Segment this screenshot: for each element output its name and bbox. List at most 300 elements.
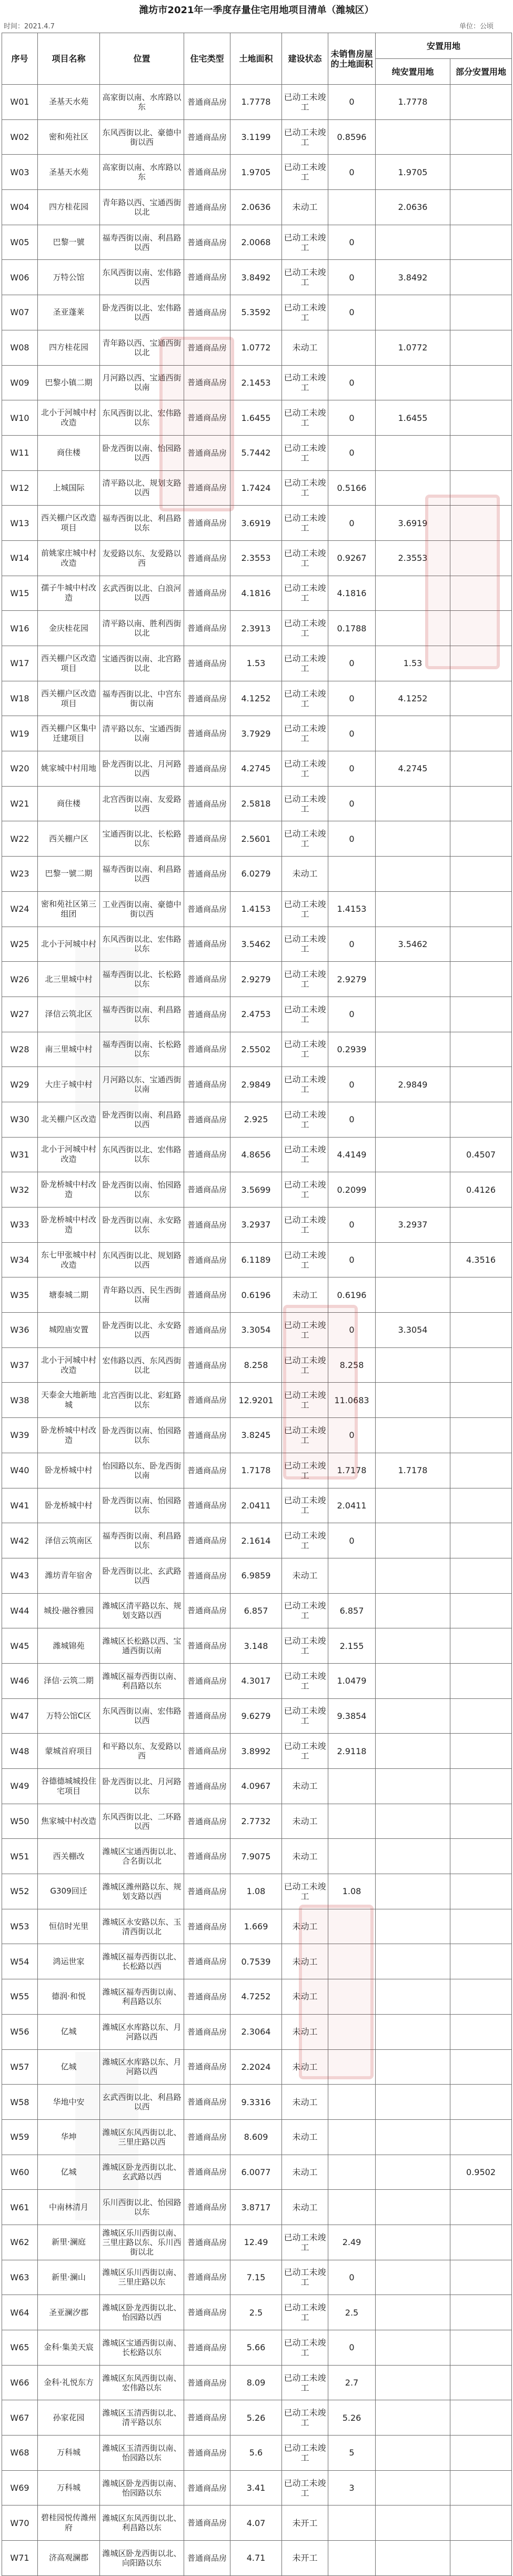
housing-type-cell: 普通商品房 bbox=[184, 1277, 230, 1313]
name-cell: 新里·澜庭 bbox=[38, 2225, 100, 2260]
pure-resettle-cell bbox=[376, 119, 450, 155]
name-cell: 万特公馆C区 bbox=[38, 1698, 100, 1734]
name-cell: 北关棚户区改造 bbox=[38, 1102, 100, 1137]
status-cell: 未动工 bbox=[282, 2049, 328, 2085]
name-cell: 金庆桂花园 bbox=[38, 611, 100, 646]
unsold-area-cell: 0.1788 bbox=[328, 611, 376, 646]
status-cell: 已动工未竣工 bbox=[282, 2330, 328, 2366]
name-cell: 潍城锦苑 bbox=[38, 1628, 100, 1664]
partial-resettle-cell bbox=[450, 1067, 512, 1102]
location-cell: 潍城区卧龙西街以北、向阳路以东 bbox=[100, 2541, 184, 2576]
name-cell: 圣亚蓬莱 bbox=[38, 295, 100, 330]
housing-type-cell: 普通商品房 bbox=[184, 2049, 230, 2085]
partial-resettle-cell bbox=[450, 681, 512, 716]
table-row bbox=[2, 1804, 512, 1839]
name-cell: 西关棚改 bbox=[38, 1839, 100, 1874]
seq-cell: W26 bbox=[2, 962, 38, 997]
status-cell: 已动工未竣工 bbox=[282, 1137, 328, 1172]
housing-type-cell: 普通商品房 bbox=[184, 1979, 230, 2015]
partial-resettle-cell bbox=[450, 2260, 512, 2295]
name-cell: 金科·集美天宸 bbox=[38, 2330, 100, 2366]
pure-resettle-cell bbox=[376, 2541, 450, 2576]
unsold-area-cell: 0 bbox=[328, 400, 376, 436]
table-row bbox=[2, 365, 512, 400]
housing-type-cell: 普通商品房 bbox=[184, 365, 230, 400]
location-cell: 北宫西街以北、彩虹路以东 bbox=[100, 1383, 184, 1418]
name-cell: 卧龙桥城中村改造 bbox=[38, 1172, 100, 1208]
seq-cell: W21 bbox=[2, 786, 38, 821]
housing-type-cell: 普通商品房 bbox=[184, 1418, 230, 1453]
location-cell: 青年路以西、宝通西街以北 bbox=[100, 190, 184, 225]
seq-cell: W63 bbox=[2, 2260, 38, 2295]
unsold-area-cell bbox=[328, 2190, 376, 2225]
table-row bbox=[2, 927, 512, 962]
status-cell: 未动工 bbox=[282, 2119, 328, 2155]
location-cell: 潍城区乐川西街以南、三里庄路以东 bbox=[100, 2260, 184, 2295]
table-row bbox=[2, 681, 512, 716]
pure-resettle-cell bbox=[376, 997, 450, 1032]
status-cell: 已动工未竣工 bbox=[282, 2225, 328, 2260]
housing-type-cell: 普通商品房 bbox=[184, 85, 230, 120]
status-cell: 已动工未竣工 bbox=[282, 927, 328, 962]
status-cell: 已动工未竣工 bbox=[282, 821, 328, 857]
name-cell: 谷德德城城投住宅项目 bbox=[38, 1769, 100, 1804]
location-cell: 玄武西街以北、白浪河以西 bbox=[100, 576, 184, 611]
table-row bbox=[2, 1383, 512, 1418]
name-cell: 万科城 bbox=[38, 2436, 100, 2471]
seq-cell: W08 bbox=[2, 330, 38, 365]
housing-type-cell: 普通商品房 bbox=[184, 2190, 230, 2225]
partial-resettle-cell bbox=[450, 1628, 512, 1664]
partial-resettle-cell bbox=[450, 1698, 512, 1734]
pure-resettle-cell bbox=[376, 2260, 450, 2295]
table-row bbox=[2, 1488, 512, 1523]
area-cell: 4.7252 bbox=[230, 1979, 282, 2015]
unsold-area-cell: 0 bbox=[328, 365, 376, 400]
name-cell: 西关棚户区集中迁建项目 bbox=[38, 716, 100, 751]
seq-cell: W57 bbox=[2, 2049, 38, 2085]
location-cell: 潍城区水库路以东、月河路以西 bbox=[100, 2049, 184, 2085]
area-cell: 2.1614 bbox=[230, 1523, 282, 1558]
housing-type-cell: 普通商品房 bbox=[184, 2260, 230, 2295]
pure-resettle-cell bbox=[376, 1488, 450, 1523]
location-cell: 潍城区宝通西街以北、合名街以北 bbox=[100, 1839, 184, 1874]
pure-resettle-cell bbox=[376, 1874, 450, 1909]
name-cell: 西关棚户区 bbox=[38, 821, 100, 857]
location-cell: 卧龙西街以北、玄武路以西 bbox=[100, 1558, 184, 1593]
table-row bbox=[2, 506, 512, 541]
document-page bbox=[2, 0, 511, 2576]
pure-resettle-cell bbox=[376, 1383, 450, 1418]
table-row bbox=[2, 1137, 512, 1172]
seq-cell: W47 bbox=[2, 1698, 38, 1734]
pure-resettle-cell: 1.6455 bbox=[376, 400, 450, 436]
housing-type-cell: 普通商品房 bbox=[184, 540, 230, 576]
area-cell: 5.7442 bbox=[230, 435, 282, 470]
unsold-area-cell: 0 bbox=[328, 2330, 376, 2366]
area-cell: 5.3592 bbox=[230, 295, 282, 330]
location-cell: 潍城区潍州路以东、规划支路以西 bbox=[100, 1874, 184, 1909]
table-row bbox=[2, 2470, 512, 2505]
seq-cell: W18 bbox=[2, 681, 38, 716]
pure-resettle-cell bbox=[376, 1628, 450, 1664]
location-cell: 东风西街以北、豪德中街以西 bbox=[100, 119, 184, 155]
housing-type-cell: 普通商品房 bbox=[184, 2014, 230, 2049]
pure-resettle-cell bbox=[376, 2014, 450, 2049]
unsold-area-cell bbox=[328, 857, 376, 892]
unsold-area-cell bbox=[328, 2541, 376, 2576]
table-row bbox=[2, 1242, 512, 1277]
unsold-area-cell bbox=[328, 1558, 376, 1593]
seq-cell: W40 bbox=[2, 1453, 38, 1488]
area-cell: 3.6919 bbox=[230, 506, 282, 541]
area-cell: 6.0279 bbox=[230, 857, 282, 892]
area-cell: 3.8717 bbox=[230, 2190, 282, 2225]
area-cell: 1.53 bbox=[230, 646, 282, 681]
area-cell: 5.6 bbox=[230, 2436, 282, 2471]
table-row bbox=[2, 119, 512, 155]
area-cell: 4.1252 bbox=[230, 681, 282, 716]
partial-resettle-cell bbox=[450, 190, 512, 225]
table-row bbox=[2, 2085, 512, 2120]
location-cell: 宏伟路以西、东风西街以北 bbox=[100, 1347, 184, 1383]
housing-type-cell: 普通商品房 bbox=[184, 2085, 230, 2120]
seq-cell: W41 bbox=[2, 1488, 38, 1523]
table-row bbox=[2, 2190, 512, 2225]
name-cell: 圣基天水苑 bbox=[38, 155, 100, 190]
status-cell: 未动工 bbox=[282, 2155, 328, 2190]
pure-resettle-cell bbox=[376, 2400, 450, 2436]
name-cell: 碧桂园悦传潍州府 bbox=[38, 2505, 100, 2541]
pure-resettle-cell bbox=[376, 716, 450, 751]
name-cell: 密和苑社区 bbox=[38, 119, 100, 155]
location-cell: 友爱路以东、友爱路以西 bbox=[100, 540, 184, 576]
housing-type-cell: 普通商品房 bbox=[184, 2225, 230, 2260]
pure-resettle-cell: 3.3054 bbox=[376, 1313, 450, 1348]
seq-cell: W37 bbox=[2, 1347, 38, 1383]
location-cell: 东风西街以南、宏伟路以西 bbox=[100, 1698, 184, 1734]
unsold-area-cell: 0.2939 bbox=[328, 1032, 376, 1067]
area-cell: 3.5699 bbox=[230, 1172, 282, 1208]
housing-type-cell: 普通商品房 bbox=[184, 857, 230, 892]
unsold-area-cell: 0.2099 bbox=[328, 1172, 376, 1208]
partial-resettle-cell bbox=[450, 2436, 512, 2471]
table-row bbox=[2, 2400, 512, 2436]
housing-type-cell: 普通商品房 bbox=[184, 927, 230, 962]
housing-type-cell: 普通商品房 bbox=[184, 1909, 230, 1944]
pure-resettle-cell: 1.7778 bbox=[376, 85, 450, 120]
unsold-area-cell: 1.4153 bbox=[328, 891, 376, 927]
name-cell: 华坤 bbox=[38, 2119, 100, 2155]
unsold-area-cell bbox=[328, 1909, 376, 1944]
unsold-area-cell: 0 bbox=[328, 927, 376, 962]
housing-type-cell: 普通商品房 bbox=[184, 1383, 230, 1418]
seq-cell: W55 bbox=[2, 1979, 38, 2015]
name-cell: 金科·礼悦东方 bbox=[38, 2365, 100, 2400]
area-cell: 2.9849 bbox=[230, 1067, 282, 1102]
seq-cell: W33 bbox=[2, 1208, 38, 1243]
unsold-area-cell: 1.0479 bbox=[328, 1663, 376, 1698]
pure-resettle-cell bbox=[376, 2295, 450, 2330]
area-cell: 2.4753 bbox=[230, 997, 282, 1032]
table-row bbox=[2, 716, 512, 751]
partial-resettle-cell bbox=[450, 2505, 512, 2541]
pure-resettle-cell bbox=[376, 1558, 450, 1593]
seq-cell: W42 bbox=[2, 1523, 38, 1558]
housing-type-cell: 普通商品房 bbox=[184, 1102, 230, 1137]
housing-type-cell: 普通商品房 bbox=[184, 2365, 230, 2400]
location-cell: 潍城区卧龙西街以北、怡园路以西 bbox=[100, 2295, 184, 2330]
housing-type-cell: 普通商品房 bbox=[184, 2505, 230, 2541]
partial-resettle-cell bbox=[450, 1979, 512, 2015]
unsold-area-cell bbox=[328, 2505, 376, 2541]
pure-resettle-cell: 3.6919 bbox=[376, 506, 450, 541]
area-cell: 3.41 bbox=[230, 2470, 282, 2505]
partial-resettle-cell bbox=[450, 2119, 512, 2155]
location-cell: 潍城区东风西街以南、宏伟路以东 bbox=[100, 2365, 184, 2400]
pure-resettle-cell bbox=[376, 1172, 450, 1208]
unsold-area-cell: 0 bbox=[328, 295, 376, 330]
location-cell: 潍城区玉清西街以北、清平路以东 bbox=[100, 2400, 184, 2436]
unsold-area-cell: 0 bbox=[328, 2260, 376, 2295]
partial-resettle-cell bbox=[450, 646, 512, 681]
location-cell: 福寿西街以南、长松路以东 bbox=[100, 1032, 184, 1067]
seq-cell: W54 bbox=[2, 1944, 38, 1979]
table-row bbox=[2, 470, 512, 506]
status-cell: 已动工未竣工 bbox=[282, 1734, 328, 1769]
unsold-area-cell: 0.5166 bbox=[328, 470, 376, 506]
name-cell: 前姚家庄城中村改造 bbox=[38, 540, 100, 576]
pure-resettle-cell: 3.5462 bbox=[376, 927, 450, 962]
area-cell: 3.8992 bbox=[230, 1734, 282, 1769]
housing-type-cell: 普通商品房 bbox=[184, 2295, 230, 2330]
seq-cell: W19 bbox=[2, 716, 38, 751]
area-cell: 4.0967 bbox=[230, 1769, 282, 1804]
pure-resettle-cell: 2.0636 bbox=[376, 190, 450, 225]
area-cell: 1.6455 bbox=[230, 400, 282, 436]
housing-type-cell: 普通商品房 bbox=[184, 2119, 230, 2155]
seq-cell: W29 bbox=[2, 1067, 38, 1102]
header-housing-type: 住宅类型 bbox=[184, 33, 230, 85]
partial-resettle-cell bbox=[450, 2470, 512, 2505]
pure-resettle-cell bbox=[376, 1663, 450, 1698]
unsold-area-cell: 0.6196 bbox=[328, 1277, 376, 1313]
partial-resettle-cell bbox=[450, 2365, 512, 2400]
name-cell: 蒙城首府项目 bbox=[38, 1734, 100, 1769]
partial-resettle-cell bbox=[450, 1909, 512, 1944]
location-cell: 潍城区玉清西街以南、怡园路以东 bbox=[100, 2436, 184, 2471]
name-cell: G309回迁 bbox=[38, 1874, 100, 1909]
housing-type-cell: 普通商品房 bbox=[184, 576, 230, 611]
area-cell: 3.8492 bbox=[230, 260, 282, 295]
housing-type-cell: 普通商品房 bbox=[184, 646, 230, 681]
location-cell: 福寿西街以南、利昌路以西 bbox=[100, 857, 184, 892]
name-cell: 天泰金大地新地城 bbox=[38, 1383, 100, 1418]
name-cell: 济高观澜郡 bbox=[38, 2541, 100, 2576]
table-row bbox=[2, 1769, 512, 1804]
location-cell: 卧龙西街以北、月河路以东 bbox=[100, 1769, 184, 1804]
unsold-area-cell: 0 bbox=[328, 716, 376, 751]
table-row bbox=[2, 2505, 512, 2541]
pure-resettle-cell bbox=[376, 2436, 450, 2471]
area-cell: 2.5601 bbox=[230, 821, 282, 857]
status-cell: 未动工 bbox=[282, 2190, 328, 2225]
seq-cell: W28 bbox=[2, 1032, 38, 1067]
name-cell: 卧龙桥城中村改造 bbox=[38, 1418, 100, 1453]
status-cell: 未动工 bbox=[282, 2085, 328, 2120]
seq-cell: W39 bbox=[2, 1418, 38, 1453]
status-cell: 已动工未竣工 bbox=[282, 295, 328, 330]
table-row bbox=[2, 1277, 512, 1313]
unsold-area-cell: 0 bbox=[328, 1102, 376, 1137]
name-cell: 北三里城中村 bbox=[38, 962, 100, 997]
table-row bbox=[2, 891, 512, 927]
status-cell: 已动工未竣工 bbox=[282, 1208, 328, 1243]
partial-resettle-cell bbox=[450, 891, 512, 927]
status-cell: 已动工未竣工 bbox=[282, 2260, 328, 2295]
housing-type-cell: 普通商品房 bbox=[184, 506, 230, 541]
location-cell: 东风西街以北、二环路以西 bbox=[100, 1804, 184, 1839]
area-cell: 6.857 bbox=[230, 1593, 282, 1628]
header-row bbox=[2, 33, 512, 59]
name-cell: 万特公馆 bbox=[38, 260, 100, 295]
table-row bbox=[2, 1628, 512, 1664]
name-cell: 北小于河城中村 bbox=[38, 927, 100, 962]
partial-resettle-cell bbox=[450, 1488, 512, 1523]
location-cell: 东风西街以北、宏伟路以东 bbox=[100, 1137, 184, 1172]
area-cell: 1.4153 bbox=[230, 891, 282, 927]
location-cell: 卧龙西街以南、怡园路以东 bbox=[100, 1488, 184, 1523]
seq-cell: W22 bbox=[2, 821, 38, 857]
status-cell: 未动工 bbox=[282, 1979, 328, 2015]
name-cell: 圣基天水苑 bbox=[38, 85, 100, 120]
status-cell: 未动工 bbox=[282, 1909, 328, 1944]
table-row bbox=[2, 2119, 512, 2155]
seq-cell: W50 bbox=[2, 1804, 38, 1839]
partial-resettle-cell bbox=[450, 751, 512, 787]
housing-type-cell: 普通商品房 bbox=[184, 1313, 230, 1348]
pure-resettle-cell bbox=[376, 1277, 450, 1313]
pure-resettle-cell bbox=[376, 225, 450, 260]
area-cell: 2.1453 bbox=[230, 365, 282, 400]
partial-resettle-cell bbox=[450, 1523, 512, 1558]
location-cell: 潍城区卧龙西街以南、怡园路以东 bbox=[100, 2470, 184, 2505]
seq-cell: W59 bbox=[2, 2119, 38, 2155]
partial-resettle-cell: 4.3516 bbox=[450, 1242, 512, 1277]
housing-type-cell: 普通商品房 bbox=[184, 1488, 230, 1523]
area-cell: 4.2745 bbox=[230, 751, 282, 787]
name-cell: 亿城 bbox=[38, 2014, 100, 2049]
header-name: 项目名称 bbox=[38, 33, 100, 85]
partial-resettle-cell bbox=[450, 786, 512, 821]
name-cell: 恒信时光里 bbox=[38, 1909, 100, 1944]
seq-cell: W49 bbox=[2, 1769, 38, 1804]
location-cell: 潍城区长松路以西、宝通西街以南 bbox=[100, 1628, 184, 1664]
name-cell: 潍坊青年宿舍 bbox=[38, 1558, 100, 1593]
location-cell: 福寿西街以南、利昌路以西 bbox=[100, 225, 184, 260]
location-cell: 月河路以东、宝通西街以南 bbox=[100, 1067, 184, 1102]
pure-resettle-cell bbox=[376, 821, 450, 857]
table-row bbox=[2, 1172, 512, 1208]
table-row bbox=[2, 1663, 512, 1698]
pure-resettle-cell bbox=[376, 2330, 450, 2366]
housing-type-cell: 普通商品房 bbox=[184, 1698, 230, 1734]
name-cell: 北小于河城中村改造 bbox=[38, 1137, 100, 1172]
table-row bbox=[2, 1558, 512, 1593]
partial-resettle-cell bbox=[450, 470, 512, 506]
table-row bbox=[2, 962, 512, 997]
location-cell: 潍城区乐川西街以南、三里庄路以东、乐川西街以北 bbox=[100, 2225, 184, 2260]
area-cell: 3.2937 bbox=[230, 1208, 282, 1243]
seq-cell: W45 bbox=[2, 1628, 38, 1664]
partial-resettle-cell bbox=[450, 1418, 512, 1453]
partial-resettle-cell bbox=[450, 1804, 512, 1839]
housing-type-cell: 普通商品房 bbox=[184, 1453, 230, 1488]
status-cell: 已动工未竣工 bbox=[282, 1067, 328, 1102]
area-cell: 8.609 bbox=[230, 2119, 282, 2155]
header-seq: 序号 bbox=[2, 33, 38, 85]
seq-cell: W64 bbox=[2, 2295, 38, 2330]
table-row bbox=[2, 576, 512, 611]
housing-type-cell: 普通商品房 bbox=[184, 2330, 230, 2366]
seq-cell: W27 bbox=[2, 997, 38, 1032]
pure-resettle-cell bbox=[376, 1137, 450, 1172]
pure-resettle-cell bbox=[376, 2155, 450, 2190]
name-cell: 四方桂花园 bbox=[38, 330, 100, 365]
unsold-area-cell bbox=[328, 1944, 376, 1979]
housing-type-cell: 普通商品房 bbox=[184, 1347, 230, 1383]
location-cell: 卧龙西街以北、宏伟路以西 bbox=[100, 295, 184, 330]
unsold-area-cell: 0 bbox=[328, 1067, 376, 1102]
location-cell: 月河路以西、宝通西街以南 bbox=[100, 365, 184, 400]
seq-cell: W46 bbox=[2, 1663, 38, 1698]
partial-resettle-cell bbox=[450, 260, 512, 295]
status-cell: 已动工未竣工 bbox=[282, 1418, 328, 1453]
partial-resettle-cell bbox=[450, 2295, 512, 2330]
partial-resettle-cell bbox=[450, 1383, 512, 1418]
seq-cell: W10 bbox=[2, 400, 38, 436]
partial-resettle-cell bbox=[450, 506, 512, 541]
seq-cell: W11 bbox=[2, 435, 38, 470]
status-cell: 已动工未竣工 bbox=[282, 2436, 328, 2471]
seq-cell: W52 bbox=[2, 1874, 38, 1909]
date-label: 时间：2021.4.7 bbox=[4, 23, 55, 31]
seq-cell: W09 bbox=[2, 365, 38, 400]
status-cell: 未开工 bbox=[282, 2541, 328, 2576]
location-cell: 东风西街以南、宏伟路以西 bbox=[100, 260, 184, 295]
seq-cell: W38 bbox=[2, 1383, 38, 1418]
unsold-area-cell: 0 bbox=[328, 155, 376, 190]
status-cell: 已动工未竣工 bbox=[282, 1242, 328, 1277]
location-cell: 高家街以南、水库路以东 bbox=[100, 85, 184, 120]
status-cell: 未动工 bbox=[282, 330, 328, 365]
housing-type-cell: 普通商品房 bbox=[184, 1769, 230, 1804]
status-cell: 已动工未竣工 bbox=[282, 1383, 328, 1418]
table-row bbox=[2, 1208, 512, 1243]
table-row bbox=[2, 1313, 512, 1348]
name-cell: 卧龙桥城中村 bbox=[38, 1488, 100, 1523]
status-cell: 已动工未竣工 bbox=[282, 1523, 328, 1558]
header-resettle-partial: 部分安置用地 bbox=[450, 59, 512, 85]
name-cell: 北小于河城中村改造 bbox=[38, 400, 100, 436]
location-cell: 福寿西街以北、中宫东街以南 bbox=[100, 681, 184, 716]
table-row bbox=[2, 1593, 512, 1628]
seq-cell: W62 bbox=[2, 2225, 38, 2260]
housing-type-cell: 普通商品房 bbox=[184, 1734, 230, 1769]
location-cell: 潍城区水库路以东、月河路以西 bbox=[100, 2014, 184, 2049]
unsold-area-cell bbox=[328, 2014, 376, 2049]
housing-type-cell: 普通商品房 bbox=[184, 2155, 230, 2190]
